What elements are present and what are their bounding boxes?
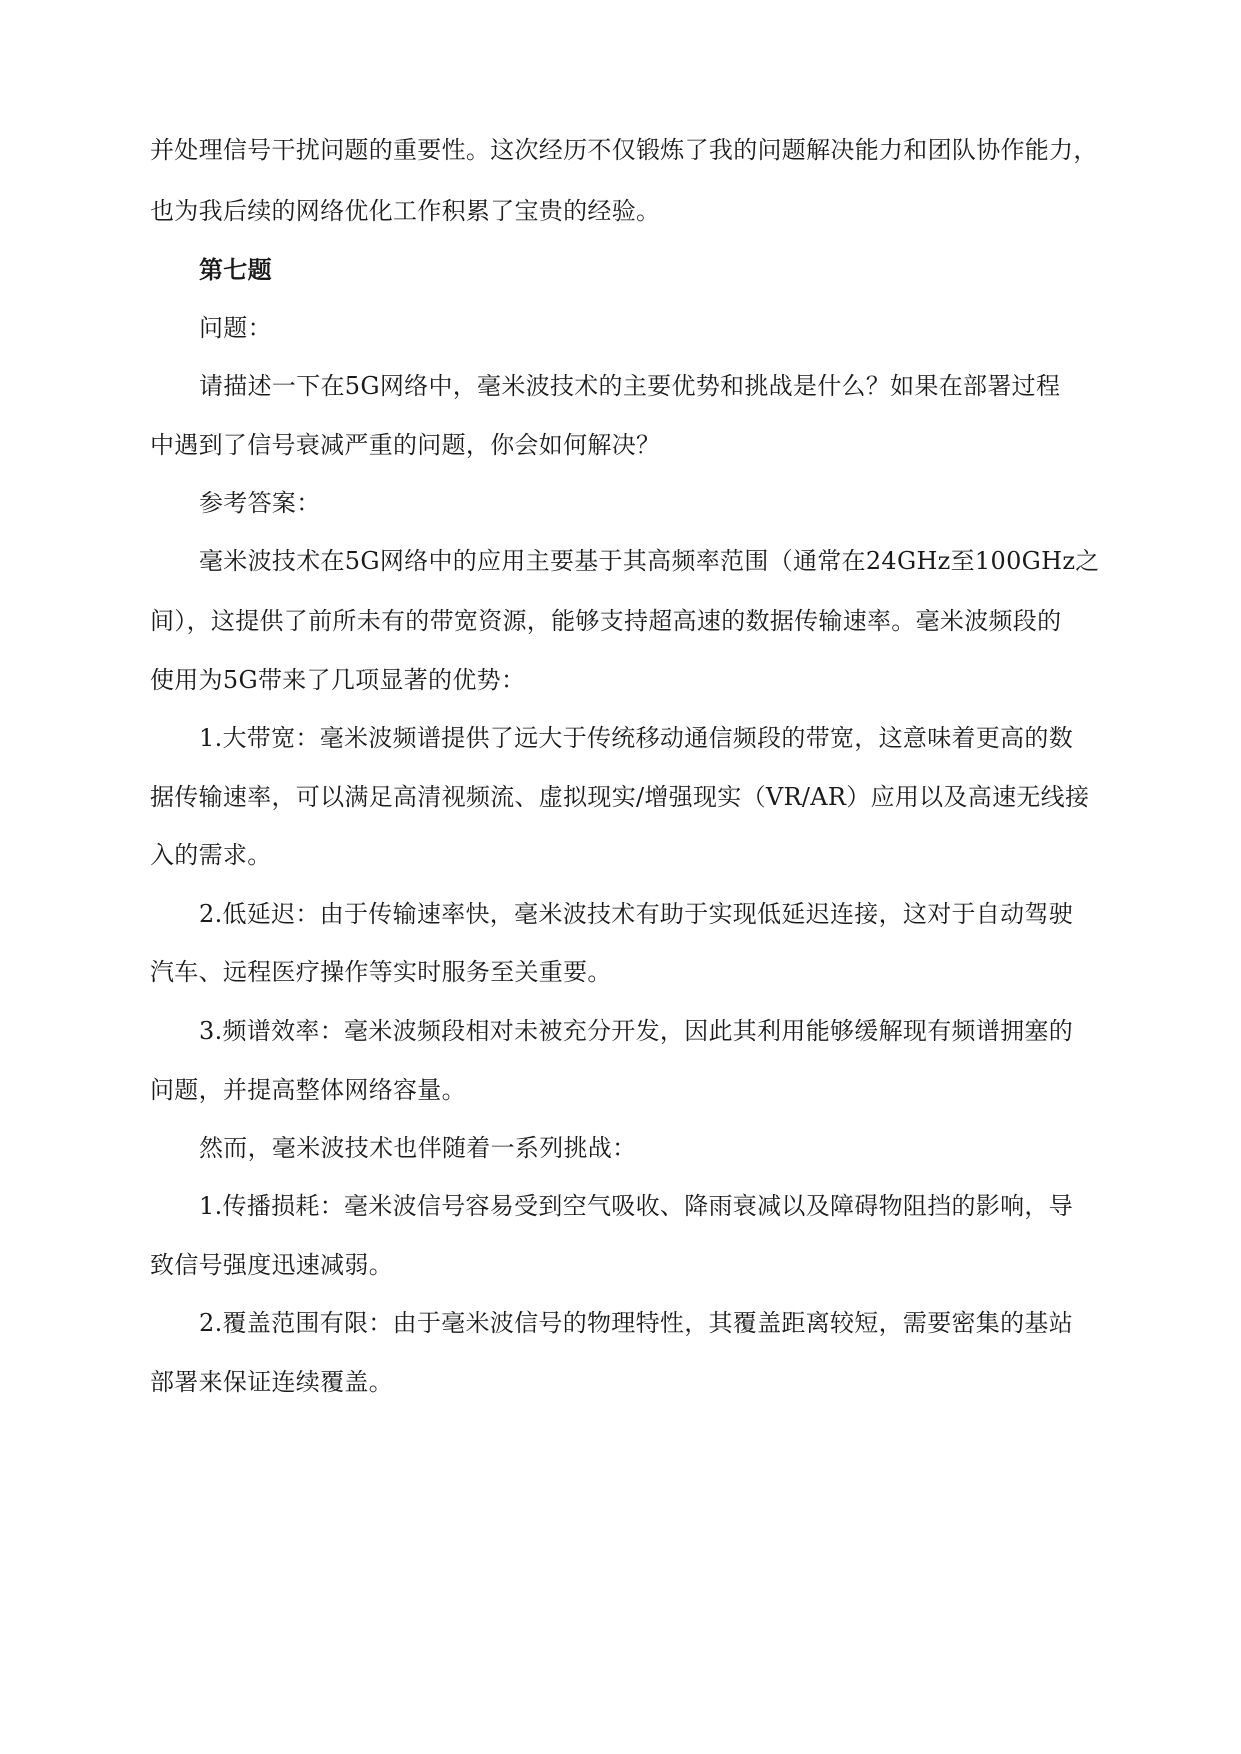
challenge-item-line: 1.传播损耗：毫米波信号容易受到空气吸收、降雨衰减以及障碍物阻挡的影响，导 (199, 1192, 1073, 1220)
answer-text-line: 间），这提供了前所未有的带宽资源，能够支持超高速的数据传输速率。毫米波频段的 (150, 607, 1062, 635)
challenge-item-line: 2.覆盖范围有限：由于毫米波信号的物理特性，其覆盖距离较短，需要密集的基站 (199, 1309, 1073, 1337)
question-label: 问题： (199, 314, 272, 342)
answer-text-line: 毫米波技术在5G网络中的应用主要基于其高频率范围（通常在24GHz至100GHz之 (199, 547, 1100, 575)
answer-label: 参考答案： (199, 489, 321, 517)
question-text-line: 请描述一下在5G网络中，毫米波技术的主要优势和挑战是什么？如果在部署过程 (199, 372, 1061, 400)
challenge-item-line: 部署来保证连续覆盖。 (150, 1368, 393, 1396)
advantage-item-line: 汽车、远程医疗操作等实时服务至关重要。 (150, 958, 612, 986)
answer-text-line: 使用为5G带来了几项显著的优势： (150, 666, 526, 694)
advantage-item-line: 2.低延迟：由于传输速率快，毫米波技术有助于实现低延迟连接，这对于自动驾驶 (199, 900, 1073, 928)
paragraph-line: 也为我后续的网络优化工作积累了宝贵的经验。 (150, 197, 661, 225)
question-text-line: 中遇到了信号衰减严重的问题，你会如何解决？ (150, 431, 661, 459)
advantage-item-line: 问题，并提高整体网络容量。 (150, 1076, 466, 1104)
advantage-item-line: 3.频谱效率：毫米波频段相对未被充分开发，因此其利用能够缓解现有频谱拥塞的 (199, 1017, 1073, 1045)
paragraph-line: 并处理信号干扰问题的重要性。这次经历不仅锻炼了我的问题解决能力和团队协作能力， (150, 136, 1098, 164)
advantage-item-line: 入的需求。 (150, 841, 272, 869)
challenges-intro-line: 然而，毫米波技术也伴随着一系列挑战： (199, 1134, 637, 1162)
challenge-item-line: 致信号强度迅速减弱。 (150, 1251, 393, 1279)
advantage-item-line: 1.大带宽：毫米波频谱提供了远大于传统移动通信频段的带宽，这意味着更高的数 (199, 724, 1073, 752)
question-heading: 第七题 (199, 255, 272, 284)
advantage-item-line: 据传输速率，可以满足高清视频流、虚拟现实/增强现实（VR/AR）应用以及高速无线接 (150, 783, 1090, 811)
